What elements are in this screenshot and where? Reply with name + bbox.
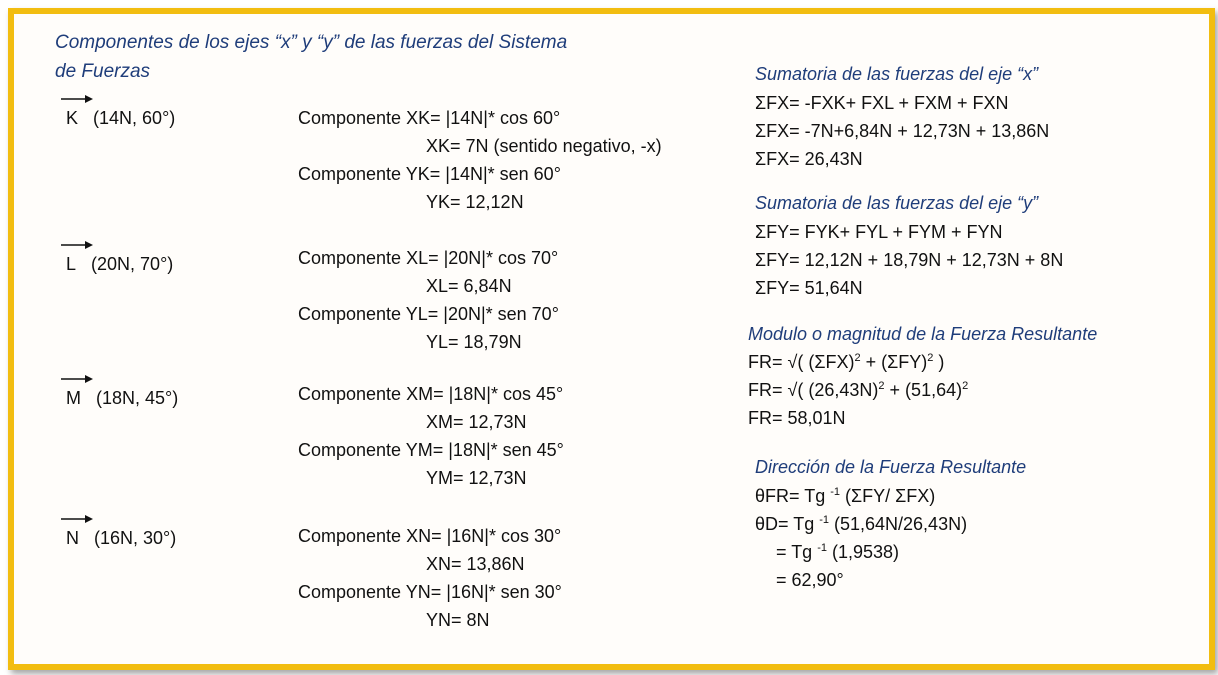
component-x-label: Componente XN= |16N|* cos 30° [298,526,562,546]
force-letter: M [66,388,81,408]
vector-arrow-icon [60,240,94,250]
force-letter: K [66,108,79,128]
component-x-value: XM= 12,73N [426,412,527,432]
force-k-label [66,108,175,129]
modulo-line-2: FR= √( $(26,43N)^2 + (51,64)^2$ [748,380,969,400]
component-y-value: YM= 12,73N [426,468,527,488]
component-y-label: Componente YL= |20N|* sen 70° [298,304,559,324]
component-x-label: Componente XM= |18N|* cos 45° [298,384,564,404]
vector-k [66,108,78,129]
modulo-title: Modulo o magnitud de la Fuerza Resultante [748,324,1098,344]
vector-arrow-icon [60,94,94,104]
component-y-label: Componente YM= |18N|* sen 45° [298,440,564,460]
component-y-value: YK= 12,12N [426,192,524,212]
component-y-value: YL= 18,79N [426,332,522,352]
component-x-value: XN= 13,86N [426,554,525,574]
component-y-label: Componente YK= |14N|* sen 60° [298,164,561,184]
force-params: (18N, 45°) [96,388,179,408]
header-line-1: Componentes de los ejes “x” y “y” de las fuerzas del Sistema [55,32,568,53]
force-n-label [66,528,176,549]
component-x-label: Componente XK= |14N|* cos 60° [298,108,561,128]
force-params: (20N, 70°) [91,254,174,274]
sum-y-title: Sumatoria de las fuerzas del eje “y” [755,193,1039,213]
modulo-line-1: FR= √( $(\Sigma FX)^2 + (\Sigma FY)^2$ ) [748,352,945,372]
force-l-label [66,254,173,275]
force-params: (14N, 60°) [93,108,176,128]
vector-l [66,254,76,275]
sum-y-line-2: ΣFY= 12,12N + 18,79N + 12,73N + 8N [755,250,1064,270]
force-m-label [66,388,178,409]
vector-arrow-icon [60,374,94,384]
component-x-value: XK= 7N (sentido negativo, -x) [426,136,662,156]
component-x-label: Componente XL= |20N|* cos 70° [298,248,559,268]
component-y-value: YN= 8N [426,610,490,630]
direccion-line-4: = 62,90° [776,570,844,590]
force-letter: N [66,528,79,548]
direccion-line-3: = Tg $^{-1}$ (1,9538) [776,542,900,562]
sum-x-line-1: ΣFX= -FXK+ FXL + FXM + FXN [755,93,1009,113]
vector-n [66,528,79,549]
force-params: (16N, 30°) [94,528,177,548]
sum-x-line-3: ΣFX= 26,43N [755,149,863,169]
header-line-2: de Fuerzas [55,61,151,82]
direccion-line-2: θD= Tg $^{-1}$ (51,64N/26,43N) [755,514,968,534]
modulo-line-3: FR= 58,01N [748,408,846,428]
direccion-title: Dirección de la Fuerza Resultante [755,457,1027,477]
component-y-label: Componente YN= |16N|* sen 30° [298,582,562,602]
vector-m [66,388,81,409]
sum-x-line-2: ΣFX= -7N+6,84N + 12,73N + 13,86N [755,121,1050,141]
component-x-value: XL= 6,84N [426,276,512,296]
vector-arrow-icon [60,514,94,524]
direccion-line-1: θFR= Tg $^{-1}$ (ΣFY/ ΣFX) [755,486,936,506]
sum-y-line-1: ΣFY= FYK+ FYL + FYM + FYN [755,222,1003,242]
force-letter: L [66,254,77,274]
sum-x-title: Sumatoria de las fuerzas del eje “x” [755,64,1039,84]
sum-y-line-3: ΣFY= 51,64N [755,278,863,298]
